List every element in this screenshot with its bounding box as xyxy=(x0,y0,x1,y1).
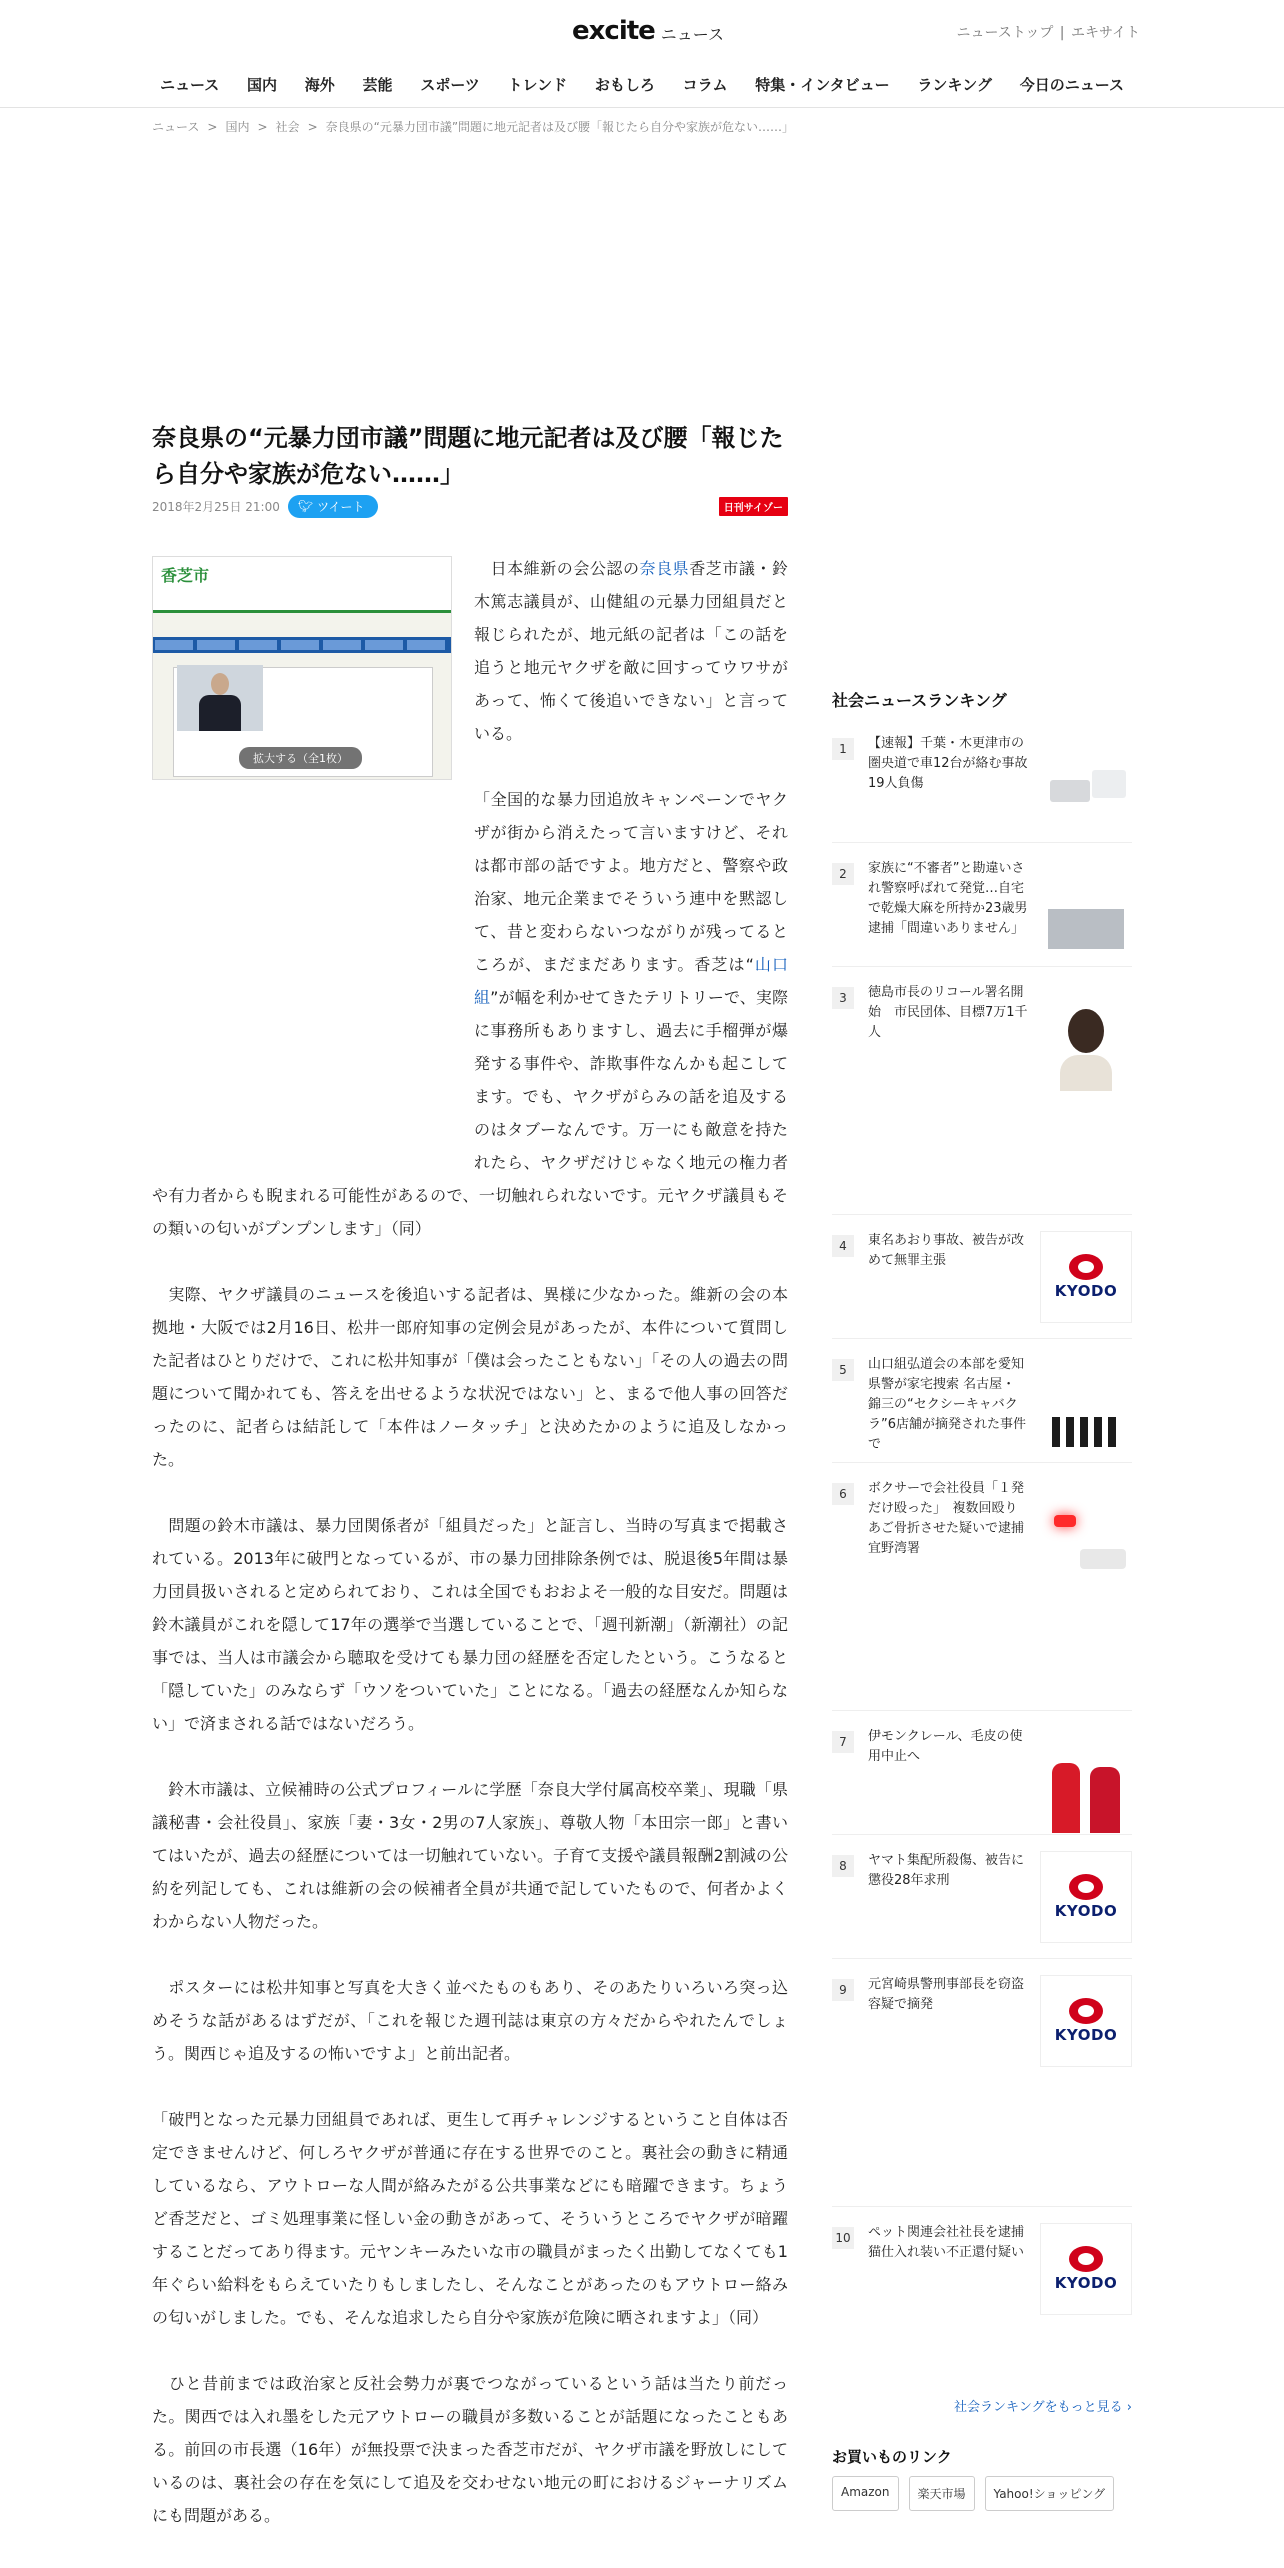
logo-mark: excite xyxy=(572,16,655,46)
rank-title: ペット関連会社社長を逮捕 猫仕入れ装い不正還付疑い xyxy=(868,2225,1038,2260)
article-paragraph: 実際、ヤクザ議員のニュースを後追いする記者は、異様に少なかった。維新の会の本拠地・大阪では2月16日、松井一郎府知事の定例会見があったが、本件について質問した記者はひとりだけで、これに松井知事が「僕は会ったこともない」「その人の過去の問題について聞かれても、答えを出せるような状況ではない」と、まるで他人事の回答だったのに、記者らは結託して「本件はノータッチ」と決めたかのように追及しなかった。 xyxy=(152,1285,788,1469)
nav-trend[interactable]: トレンド xyxy=(507,75,568,94)
nav-ranking[interactable]: ランキング xyxy=(917,75,992,94)
breadcrumb-sep: > xyxy=(207,120,218,134)
ranking-item[interactable] xyxy=(832,1214,1132,1338)
nav-features[interactable]: 特集・インタビュー xyxy=(755,75,890,94)
breadcrumb-society[interactable]: 社会 xyxy=(275,120,300,134)
rank-title: ボクサーで会社役員「１発だけ殴った」 複数回殴りあご骨折させた疑いで逮捕 宜野湾署 xyxy=(868,1481,1038,1556)
amazon-link[interactable]: Amazon xyxy=(832,2476,899,2511)
site-header xyxy=(0,0,1284,108)
nav-overseas[interactable]: 海外 xyxy=(304,75,335,94)
ad-space xyxy=(832,1090,1132,1214)
article-paragraph: ひと昔前までは政治家と反社会勢力が裏でつながっているという話は当たり前だった。関西では入れ墨をした元アウトローの職員が多数いることが話題になったこともある。前回の市長選（16年）が無投票で決まった香芝市だが、ヤクザ市議を野放しにしているのは、裏社会の存在を気にして追及を交わせない地元の町におけるジャーナリズムにも問題がある。 xyxy=(152,2374,788,2525)
nav-news[interactable]: ニュース xyxy=(160,75,220,94)
rank-title: 【速報】千葉・木更津市の圏央道で車12台が絡む事故 19人負傷 xyxy=(868,736,1041,791)
news-top-link[interactable]: ニューストップ xyxy=(956,25,1054,41)
kyodo-logo-thumbnail: KYODO xyxy=(1040,1975,1132,2067)
rank-number: 2 xyxy=(832,863,854,885)
tweet-label: ツイート xyxy=(317,499,365,514)
article-title: 奈良県の“元暴力団市議”問題に地元記者は及び腰「報じたら自分や家族が危ない……」 xyxy=(152,424,784,488)
chevron-right-icon: › xyxy=(1126,2400,1132,2415)
more-ranking-link[interactable] xyxy=(832,2396,1132,2415)
rank-number: 7 xyxy=(832,1731,854,1753)
yahoo-shopping-link[interactable]: Yahoo!ショッピング xyxy=(985,2476,1115,2511)
rank-number: 1 xyxy=(832,738,854,760)
rank-number: 9 xyxy=(832,1979,854,2001)
breadcrumb-news[interactable]: ニュース xyxy=(152,120,200,134)
shopping-links xyxy=(832,2476,1124,2511)
ranking-item[interactable] xyxy=(832,1834,1132,1958)
ranking-item[interactable] xyxy=(832,1462,1132,1586)
header-links xyxy=(956,22,1140,42)
rank-number: 5 xyxy=(832,1359,854,1381)
bird-icon: 🐦︎ xyxy=(297,499,314,513)
breadcrumb-domestic[interactable]: 国内 xyxy=(225,120,250,134)
kyodo-logo-thumbnail: KYODO xyxy=(1040,1231,1132,1323)
shopping-links-title: お買いものリンク xyxy=(832,2448,952,2466)
excite-link[interactable]: エキサイト xyxy=(1070,25,1140,41)
article-paragraph: 日本維新の会公認の奈良県香芝市議・鈴木篤志議員が、山健組の元暴力団組員だと報じられたが、地元紙の記者は「この話を追うと地元ヤクザを敵に回すってウワサがあって、怖くて後追いできない」と言っている。 xyxy=(474,559,788,743)
ranking-item[interactable] xyxy=(832,1710,1132,1834)
nav-column[interactable]: コラム xyxy=(682,75,728,94)
ranking-list xyxy=(832,718,1132,2330)
rank-number: 4 xyxy=(832,1235,854,1257)
article-paragraph: 問題の鈴木市議は、暴力団関係者が「組員だった」と証言し、当時の写真まで掲載されている。2013年に破門となっているが、市の暴力団排除条例では、脱退後5年間は暴力団員扱いされると定められており、これは全国でもおおよそ一般的な目安だ。問題は鈴木議員がこれを隠して17年の選挙で当選していることで、「週刊新潮」（新潮社）の記事では、当人は市議会から聴取を受けても暴力団の経歴を否定したという。こうなると「隠していた」のみならず「ウソをついていた」ことになる。「過去の経歴なんか知らない」で済まされる話ではないだろう。 xyxy=(152,1516,788,1733)
breadcrumb-sep: > xyxy=(257,120,268,134)
nav-entertainment[interactable]: 芸能 xyxy=(362,75,393,94)
kyodo-logo-thumbnail: KYODO xyxy=(1040,2223,1132,2315)
main-nav xyxy=(150,64,1134,104)
ranking-item[interactable] xyxy=(832,2206,1132,2330)
article-body xyxy=(152,552,788,2565)
ranking-item[interactable] xyxy=(832,1958,1132,2082)
article-meta xyxy=(152,494,788,518)
rank-number: 8 xyxy=(832,1855,854,1877)
rank-title: 伊モンクレール、毛皮の使用中止へ xyxy=(868,1729,1023,1764)
logo-subtitle: ニュース xyxy=(660,24,724,44)
more-ranking-label: 社会ランキングをもっと見る xyxy=(954,2400,1123,2415)
rank-number: 3 xyxy=(832,987,854,1009)
nav-sports[interactable]: スポーツ xyxy=(420,75,480,94)
rank-title: 東名あおり事故、被告が改めて無罪主張 xyxy=(868,1233,1025,1268)
nav-funny[interactable]: おもしろ xyxy=(594,75,655,94)
nav-domestic[interactable]: 国内 xyxy=(247,75,278,94)
ranking-title: 社会ニュースランキング xyxy=(832,691,1007,710)
tweet-button[interactable] xyxy=(288,495,379,518)
breadcrumb xyxy=(152,118,794,135)
article-paragraph: 鈴木市議は、立候補時の公式プロフィールに学歴「奈良大学付属高校卒業」、現職「県議秘書・会社役員」、家族「妻・3女・2男の7人家族」、尊敬人物「本田宗一郎」と書いてはいたが、過去の経歴については一切触れていない。子育て支援や議員報酬2割減の公約を列記しても、これは維新の会の候補者全員が共通で記していたもので、何者かよくわからない人物だった。 xyxy=(152,1780,788,1931)
ad-space xyxy=(832,1586,1132,1710)
rank-number: 6 xyxy=(832,1483,854,1505)
rank-title: ヤマト集配所殺傷、被告に懲役28年求刑 xyxy=(868,1853,1025,1888)
article-paragraph: ポスターには松井知事と写真を大きく並べたものもあり、そのあたりいろいろ突っ込めそうな話があるはずだが、「これを報じた週刊誌は東京の方々だからやれたんでしょう。関西じゃ追及するの怖いですよ」と前出記者。 xyxy=(152,1978,788,2063)
rank-title: 元宮崎県警刑事部長を窃盗容疑で摘発 xyxy=(868,1977,1025,2012)
expand-photo-button[interactable]: 拡大する（全1枚） xyxy=(239,747,362,769)
rakuten-link[interactable]: 楽天市場 xyxy=(909,2476,975,2511)
yamaguchi-gumi-link[interactable]: 山口組 xyxy=(474,955,788,1007)
rank-title: 山口組弘道会の本部を愛知県警が家宅捜索 名古屋・錦三の“セクシーキャバクラ”6店舗が摘発された事件で xyxy=(868,1357,1027,1452)
breadcrumb-sep: > xyxy=(307,120,318,134)
breadcrumb-current: 奈良県の“元暴力団市議”問題に地元記者は及び腰「報じたら自分や家族が危ない……」 xyxy=(325,120,795,134)
ranking-item[interactable] xyxy=(832,1338,1132,1462)
ranking-item[interactable] xyxy=(832,842,1132,966)
rank-title: 徳島市長のリコール署名開始 市民団体、目標7万1千人 xyxy=(868,985,1028,1040)
kyodo-logo-thumbnail: KYODO xyxy=(1040,1851,1132,1943)
source-logo[interactable]: 日刊サイゾー xyxy=(719,497,788,516)
ranking-item[interactable] xyxy=(832,718,1132,842)
excite-logo[interactable] xyxy=(572,14,724,48)
header-links-separator: | xyxy=(1059,25,1065,41)
rank-title: 家族に“不審者”と勘違いされ警察呼ばれて発覚…自宅で乾燥大麻を所持か23歳男逮捕「間違いありません」 xyxy=(868,861,1028,936)
photo-site-logo: 香芝市 xyxy=(161,566,210,585)
nav-today[interactable]: 今日のニュース xyxy=(1019,75,1124,94)
ranking-item[interactable] xyxy=(832,966,1132,1090)
nara-link[interactable]: 奈良県 xyxy=(639,559,690,578)
article-date: 2018年2月25日 21:00 xyxy=(152,499,280,514)
rank-number: 10 xyxy=(832,2227,854,2249)
article-paragraph: 「破門となった元暴力団組員であれば、更生して再チャレンジするということ自体は否定できませんけど、何しろヤクザが普通に存在する世界でのこと。裏社会の動きに精通しているなら、アウトローな人間が絡みたがる公共事業などにも暗躍できます。ちょうど香芝だと、ゴミ処理事業に怪しい金の動きがあって、そういうところでヤクザが暗躍することだってあり得ます。元ヤンキーみたいな市の職員がまったく出勤してなくても1年ぐらい給料をもらえていたりもしましたし、そんなことがあったのもアウトロー絡みの匂いがしました。でも、そんな追求したら自分や家族が危険に晒されますよ」（同） xyxy=(152,2110,788,2327)
ad-space xyxy=(832,2082,1132,2206)
article-paragraph: 「全国的な暴力団追放キャンペーンでヤクザが街から消えたって言いますけど、それは都市部の話ですよ。地方だと、警察や政治家、地元企業までそういう連中を黙認して、昔と変わらないつながりが残ってるところが、まだまだあります。香芝は“山口組”が幅を利かせてきたテリトリーで、実際に事務所もありますし、過去に手榴弾が爆発する事件や、詐欺事件なんかも起こしてます。でも、ヤクザがらみの話を追及するのはタブーなんです。万一にも敵意を持たれたら、ヤクザだけじゃなく地元の権力者や有力者からも睨まれる可能性があるので、一切触れられないです。元ヤクザ議員もその類いの匂いがプンプンします」（同） xyxy=(152,790,788,1238)
